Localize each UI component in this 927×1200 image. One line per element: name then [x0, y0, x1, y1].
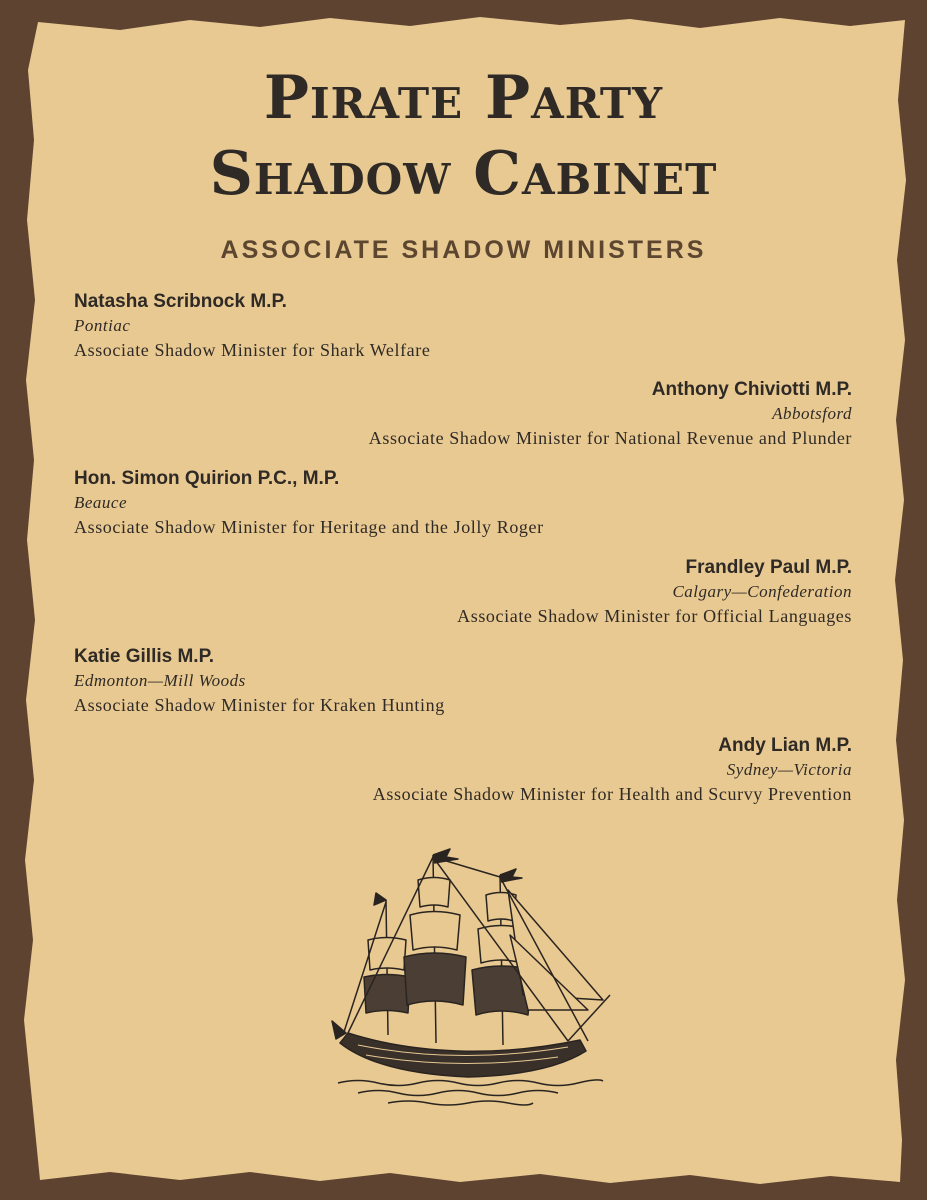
minister-riding: Edmonton—Mill Woods — [74, 671, 246, 690]
minister-riding: Sydney—Victoria — [726, 760, 852, 779]
minister-entry — [74, 734, 852, 806]
minister-role: Associate Shadow Minister for Shark Welfare — [74, 340, 431, 360]
minister-name: Frandley Paul M.P. — [685, 557, 852, 578]
title-line-2: Shadow Cabinet — [209, 139, 718, 209]
minister-riding: Pontiac — [74, 316, 131, 335]
minister-riding: Abbotsford — [772, 404, 852, 423]
minister-name: Andy Lian M.P. — [718, 735, 852, 756]
section-subtitle: ASSOCIATE SHADOW MINISTERS — [220, 236, 707, 264]
minister-role: Associate Shadow Minister for Health and Scurvy Prevention — [372, 784, 852, 804]
minister-role: Associate Shadow Minister for Kraken Hunting — [74, 695, 445, 715]
minister-name: Natasha Scribnock M.P. — [74, 291, 287, 312]
sailing-ship-illustration — [318, 845, 613, 1115]
minister-riding: Calgary—Confederation — [672, 582, 852, 601]
minister-role: Associate Shadow Minister for National Revenue and Plunder — [368, 428, 852, 448]
minister-entry — [74, 378, 852, 450]
minister-entry — [74, 290, 852, 362]
minister-role: Associate Shadow Minister for Official Languages — [457, 606, 852, 626]
minister-name: Katie Gillis M.P. — [74, 646, 215, 667]
minister-name: Hon. Simon Quirion P.C., M.P. — [74, 468, 340, 489]
minister-entry — [74, 467, 852, 539]
title-line-1: Pirate Party — [263, 63, 664, 133]
minister-role: Associate Shadow Minister for Heritage and the Jolly Roger — [74, 517, 544, 537]
minister-entry — [74, 645, 852, 717]
minister-name: Anthony Chiviotti M.P. — [651, 379, 852, 400]
minister-entry — [74, 556, 852, 628]
minister-riding: Beauce — [74, 493, 128, 512]
